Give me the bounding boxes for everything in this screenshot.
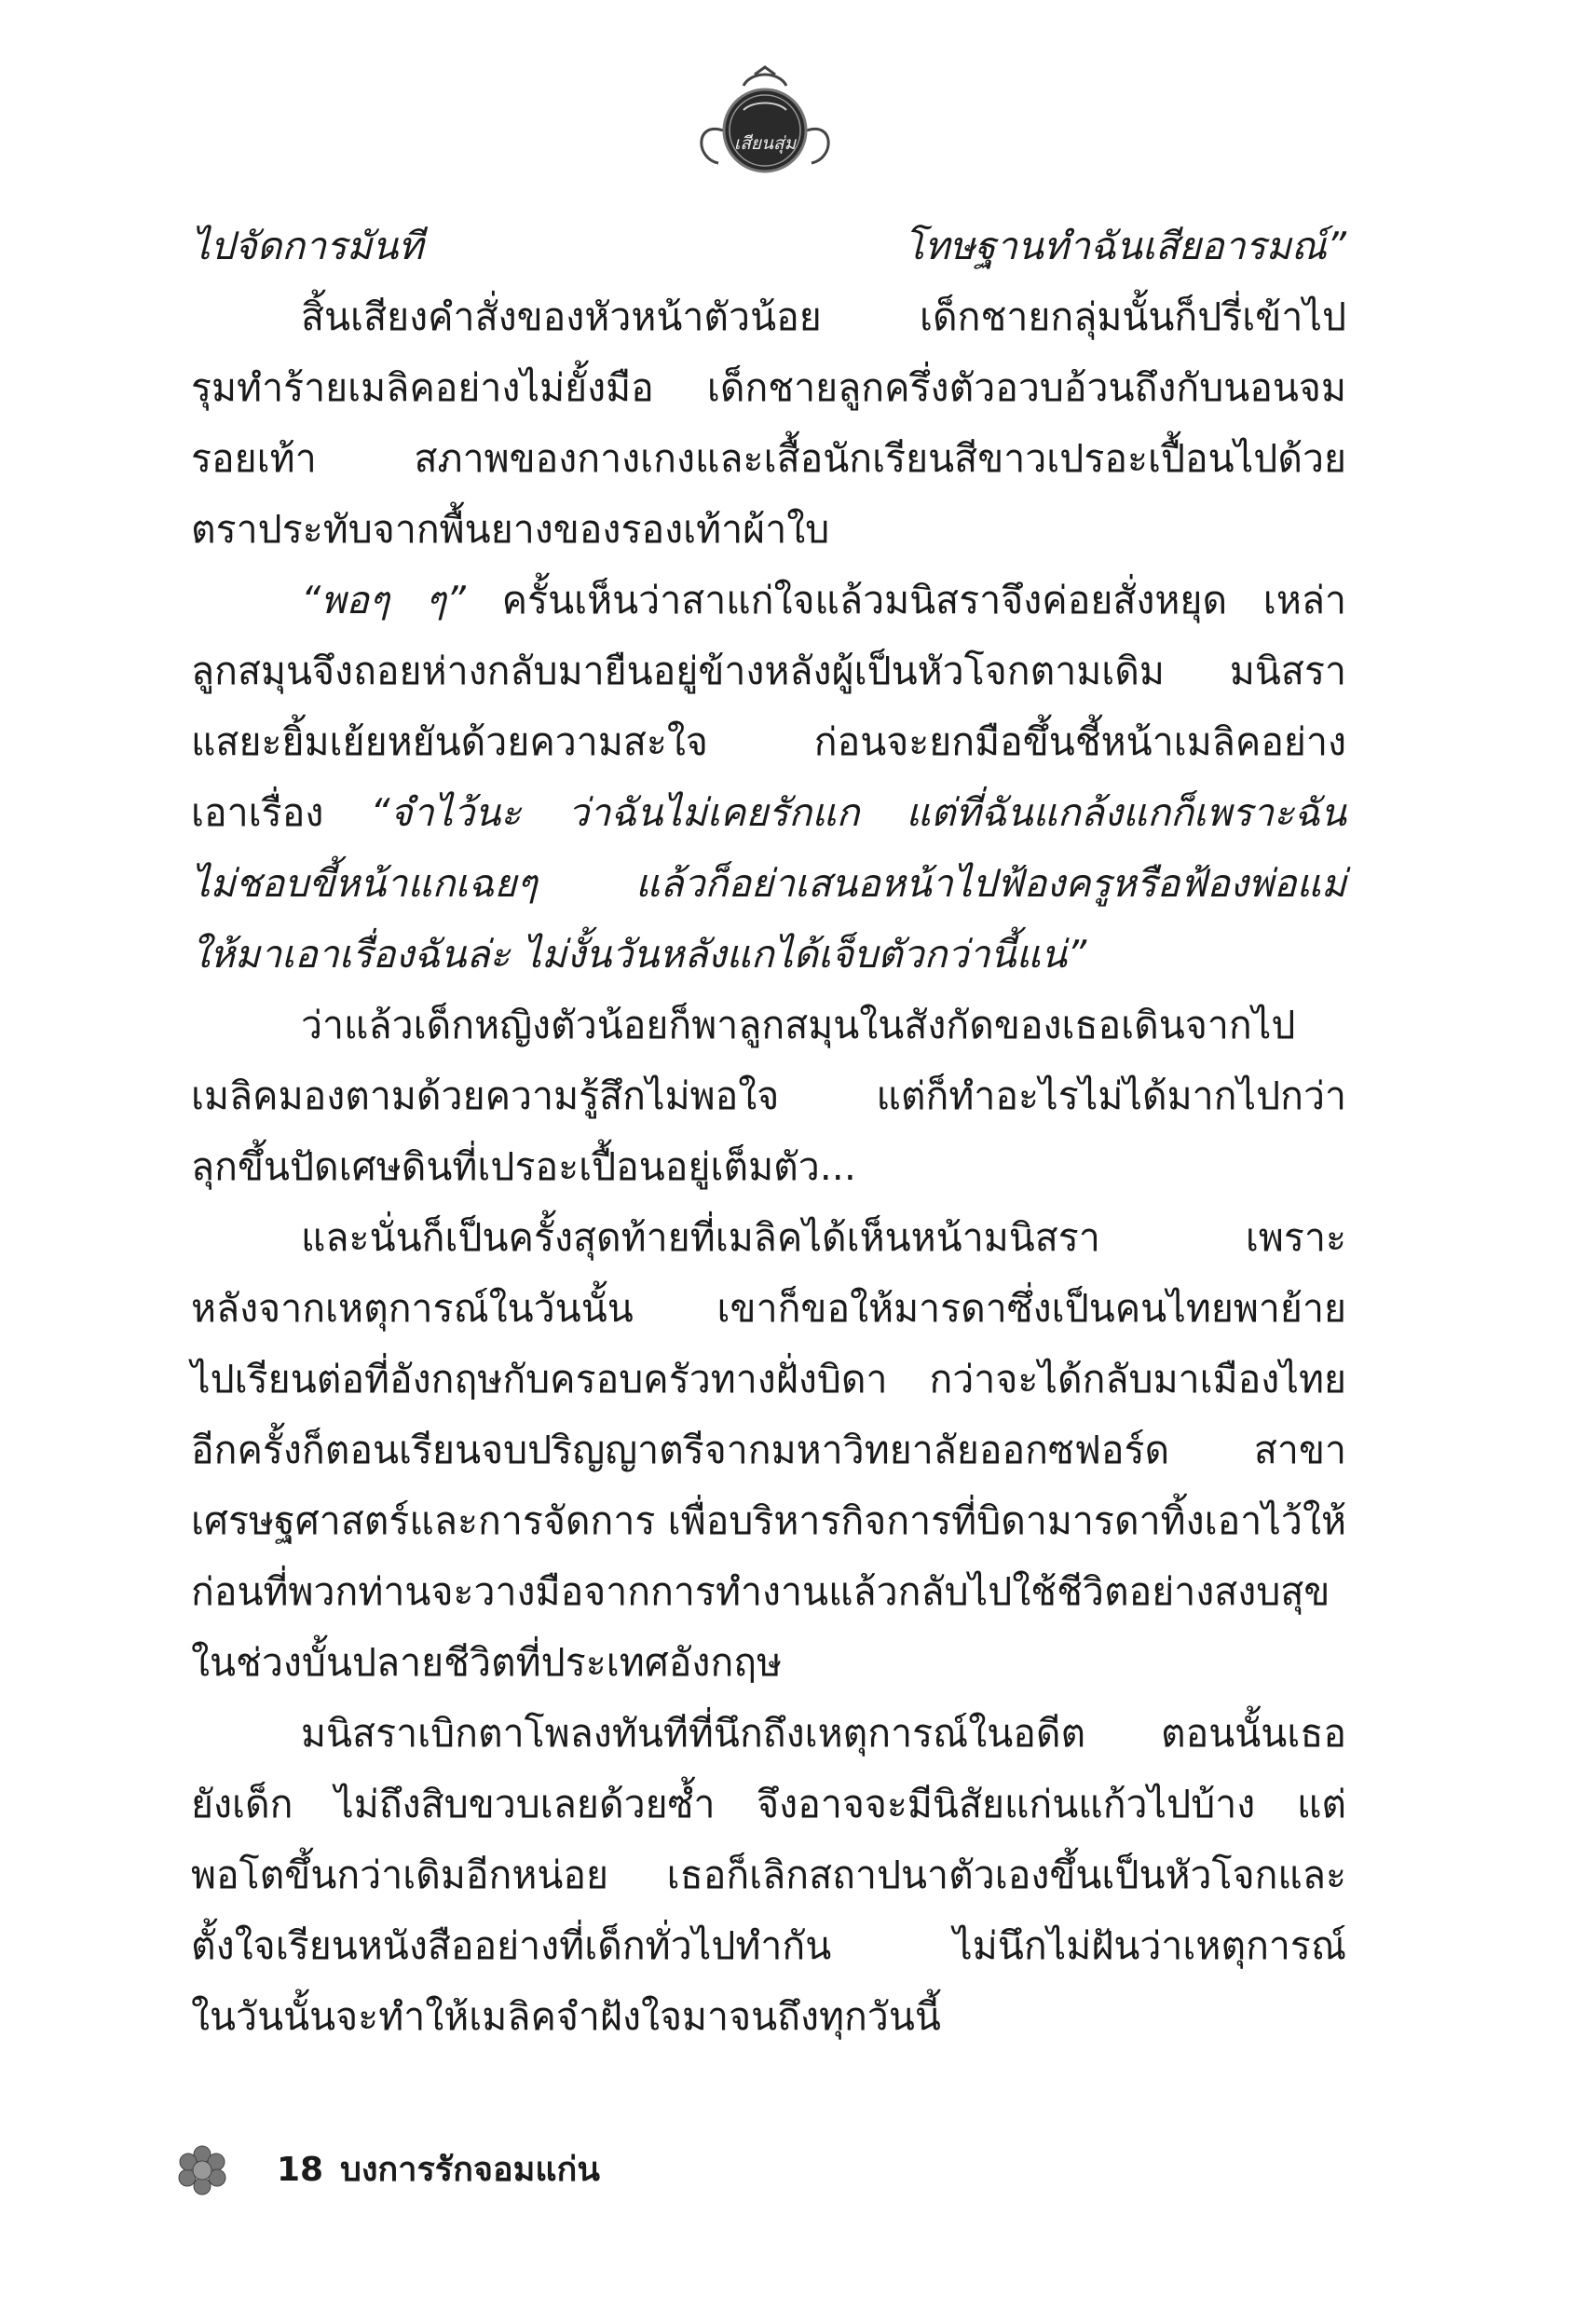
text-line — [191, 565, 1346, 636]
text-line: รอยเท้า สภาพของกางเกงและเสื้อนักเรียนสีขาวเปรอะเปื้อนไปด้วย — [191, 436, 1346, 481]
emblem-text: เสียนสุ่ม — [733, 133, 797, 154]
text-line: ตั้งใจเรียนหนังสืออย่างที่เด็กทั่วไปทำกัน ไม่นึกไม่ฝันว่าเหตุการณ์ — [191, 1923, 1346, 1968]
text-line: สิ้นเสียงคำสั่งของหัวหน้าตัวน้อย เด็กชายกลุ่มนั้นก็ปรี่เข้าไป — [301, 294, 1346, 339]
publisher-emblem — [686, 65, 844, 182]
page-body — [191, 211, 1346, 2052]
running-title: บงการรักจอมแก่น — [340, 2151, 600, 2189]
narration-text: ครั้นเห็นว่าสาแก่ใจแล้วมนิสราจึงค่อยสั่งหยุด เหล่า — [465, 578, 1346, 622]
text-line: ให้มาเอาเรื่องฉันล่ะ ไม่งั้นวันหลังแกได้เจ็บตัวกว่านี้แน่” — [191, 932, 1087, 977]
text-line: ก่อนที่พวกท่านจะวางมือจากการทำงานแล้วกลับไปใช้ชีวิตอย่างสงบสุข — [191, 1569, 1330, 1614]
text-line: พอโตขึ้นกว่าเดิมอีกหน่อย เธอก็เลิกสถาปนาตัวเองขึ้นเป็นหัวโจกและ — [191, 1853, 1346, 1897]
text-line: ตราประทับจากพื้นยางของรองเท้าผ้าใบ — [191, 507, 830, 552]
text-line: ไปจัดการมันที โทษฐานทำฉันเสียอารมณ์” — [191, 224, 1346, 268]
text-line: ในช่วงบั้นปลายชีวิตที่ประเทศอังกฤษ — [191, 1640, 783, 1685]
text-line: เศรษฐศาสตร์และการจัดการ เพื่อบริหารกิจการที่บิดามารดาทิ้งเอาไว้ให้ — [191, 1498, 1346, 1543]
text-line: แสยะยิ้มเย้ยหยันด้วยความสะใจ ก่อนจะยกมือขึ้นชี้หน้าเมลิคอย่าง — [191, 719, 1346, 764]
page-number: 18 — [277, 2151, 324, 2189]
flower-ornament-icon — [173, 2141, 231, 2199]
text-line: เมลิคมองตามด้วยความรู้สึกไม่พอใจ แต่ก็ทำอะไรไม่ได้มากไปกว่า — [191, 1073, 1346, 1118]
text-line: หลังจากเหตุการณ์ในวันนั้น เขาก็ขอให้มารดาซึ่งเป็นคนไทยพาย้าย — [191, 1286, 1346, 1331]
dialogue-text: “จำไว้นะ ว่าฉันไม่เคยรักแก แต่ที่ฉันแกล้งแกก็เพราะฉัน — [370, 790, 1346, 835]
text-line: ลุกขึ้นปัดเศษดินที่เปรอะเปื้อนอยู่เต็มตัว... — [191, 1144, 856, 1189]
text-line: ไม่ชอบขี้หน้าแกเฉยๆ แล้วก็อย่าเสนอหน้าไปฟ้องครูหรือฟ้องพ่อแม่ — [191, 861, 1346, 906]
text-line: ไปเรียนต่อที่อังกฤษกับครอบครัวทางฝั่งบิดา กว่าจะได้กลับมาเมืองไทย — [191, 1357, 1346, 1402]
dialogue-text: “พอๆ ๆ” — [301, 578, 466, 622]
text-line: รุมทำร้ายเมลิคอย่างไม่ยั้งมือ เด็กชายลูกครึ่งตัวอวบอ้วนถึงกับนอนจม — [191, 365, 1346, 410]
text-line: มนิสราเบิกตาโพลงทันทีที่นึกถึงเหตุการณ์ในอดีต ตอนนั้นเธอ — [301, 1711, 1346, 1756]
text-line: ยังเด็ก ไม่ถึงสิบขวบเลยด้วยซ้ำ จึงอาจจะมีนิสัยแก่นแก้วไปบ้าง แต่ — [191, 1782, 1346, 1826]
text-line: ลูกสมุนจึงถอยห่างกลับมายืนอยู่ข้างหลังผู้เป็นหัวโจกตามเดิม มนิสรา — [191, 649, 1346, 693]
text-line — [191, 777, 1346, 848]
text-line: และนั่นก็เป็นครั้งสุดท้ายที่เมลิคได้เห็นหน้ามนิสรา เพราะ — [301, 1215, 1346, 1260]
text-line: ในวันนั้นจะทำให้เมลิคจำฝังใจมาจนถึงทุกวันนี้ — [191, 1994, 941, 2039]
text-line: อีกครั้งก็ตอนเรียนจบปริญญาตรีจากมหาวิทยาลัยออกซฟอร์ด สาขา — [191, 1428, 1346, 1472]
narration-text: เอาเรื่อง — [191, 790, 371, 835]
text-line: ว่าแล้วเด็กหญิงตัวน้อยก็พาลูกสมุนในสังกัดของเธอเดินจากไป — [301, 1003, 1296, 1047]
